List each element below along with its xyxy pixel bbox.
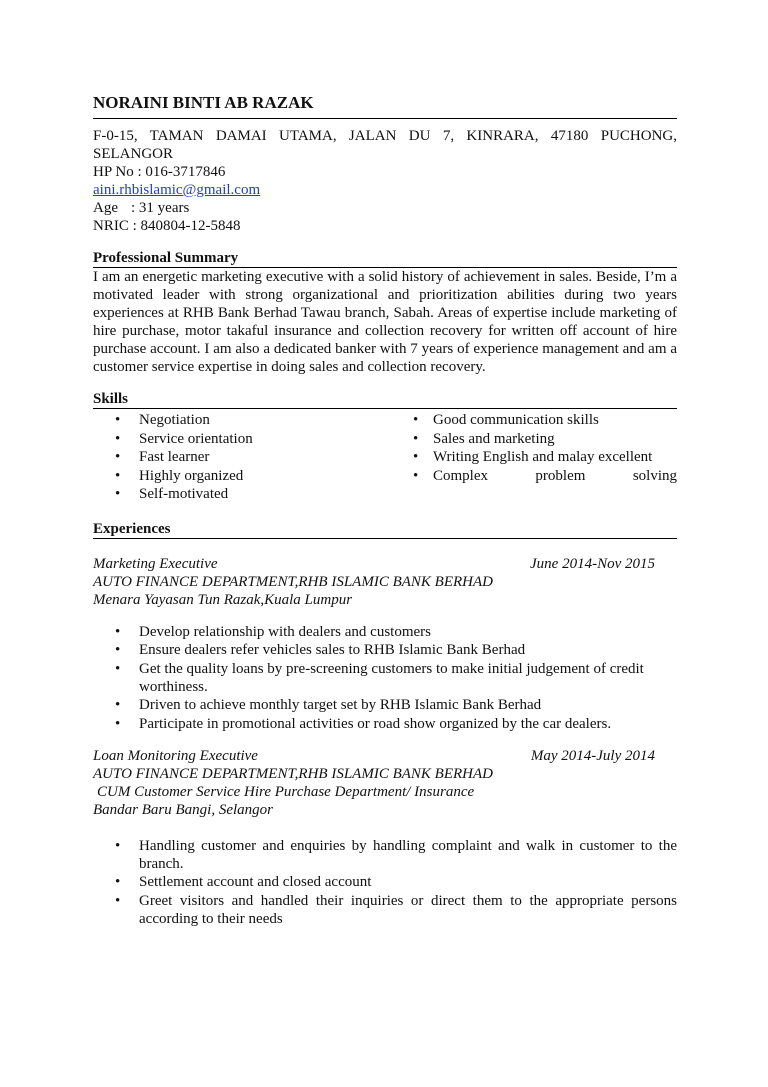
job-department-secondary: CUM Customer Service Hire Purchase Department/ Insurance	[97, 783, 475, 800]
duty-item: • Develop relationship with dealers and customers	[93, 623, 677, 641]
age-value: : 31 years	[131, 200, 190, 216]
skill-item: • Negotiation	[93, 411, 407, 430]
section-title-experiences: Experiences	[93, 520, 677, 539]
duty-item: • Driven to achieve monthly target set by RHB Islamic Bank Berhad	[93, 696, 677, 714]
candidate-name: NORAINI BINTI AB RAZAK	[93, 92, 677, 119]
job-role: Loan Monitoring Executive	[93, 747, 258, 764]
contact-block	[93, 127, 677, 235]
age-line	[93, 199, 677, 217]
job-department: AUTO FINANCE DEPARTMENT,RHB ISLAMIC BANK BERHAD	[93, 765, 493, 782]
section-title-summary: Professional Summary	[93, 249, 677, 268]
resume-content	[93, 92, 677, 928]
skills-list	[93, 411, 677, 504]
professional-summary-text: I am an energetic marketing executive with a solid history of achievement in sales. Beside, I’m a motivated leader with strong organizational and prioritization abilities during two years experiences at RHB Bank Berhad Tawau branch, Sabah. Areas of expertise include marketing of hire purchase, motor takaful insurance and collection recovery for written off account of hire purchase account. I am also a dedicated banker with 7 years of experience management and am a customer service expertise in doing sales and collection recovery.	[93, 269, 677, 375]
skill-item: • Writing English and malay excellent	[407, 448, 677, 467]
duty-item: • Greet visitors and handled their inquiries or direct them to the appropriate persons according to their needs	[93, 892, 677, 928]
skill-item: • Fast learner	[93, 448, 407, 467]
job-department: AUTO FINANCE DEPARTMENT,RHB ISLAMIC BANK BERHAD	[93, 573, 493, 590]
section-title-skills: Skills	[93, 390, 677, 409]
duty-item: • Ensure dealers refer vehicles sales to RHB Islamic Bank Berhad	[93, 641, 677, 659]
email-link[interactable]: aini.rhbislamic@gmail.com	[93, 182, 261, 198]
job-date: June 2014-Nov 2015	[530, 555, 655, 572]
duty-item: • Participate in promotional activities or road show organized by the car dealers.	[93, 715, 677, 733]
skills-column-right	[407, 411, 677, 504]
nric-number: NRIC : 840804-12-5848	[93, 218, 241, 234]
skill-item: • Service orientation	[93, 430, 407, 449]
duty-item: • Handling customer and enquiries by handling complaint and walk in customer to the branch.	[93, 837, 677, 873]
age-label: Age	[93, 200, 118, 216]
address-line-1: F-0-15, TAMAN DAMAI UTAMA, JALAN DU 7, KINRARA, 47180 PUCHONG,	[93, 128, 677, 144]
skill-item: • Self-motivated	[93, 485, 407, 504]
job-date: May 2014-July 2014	[530, 747, 655, 764]
skills-column-left	[93, 411, 407, 504]
phone-number: HP No : 016-3717846	[93, 164, 226, 180]
skill-item: • Highly organized	[93, 467, 407, 486]
skill-item: • Sales and marketing	[407, 430, 677, 449]
job-entry	[93, 555, 677, 609]
skill-item: • Complex problem solving	[407, 467, 677, 486]
job-location: Menara Yayasan Tun Razak,Kuala Lumpur	[93, 591, 353, 608]
job-location: Bandar Baru Bangi, Selangor	[93, 801, 273, 818]
job-role: Marketing Executive	[93, 555, 218, 572]
job-duties	[93, 837, 677, 928]
skill-item: • Good communication skills	[407, 411, 677, 430]
duty-item: • Get the quality loans by pre-screening customers to make initial judgement of credit worthiness.	[93, 660, 677, 696]
duty-item: • Settlement account and closed account	[93, 873, 677, 891]
job-entry	[93, 747, 677, 819]
address-line-2: SELANGOR	[93, 146, 174, 162]
job-duties	[93, 623, 677, 733]
